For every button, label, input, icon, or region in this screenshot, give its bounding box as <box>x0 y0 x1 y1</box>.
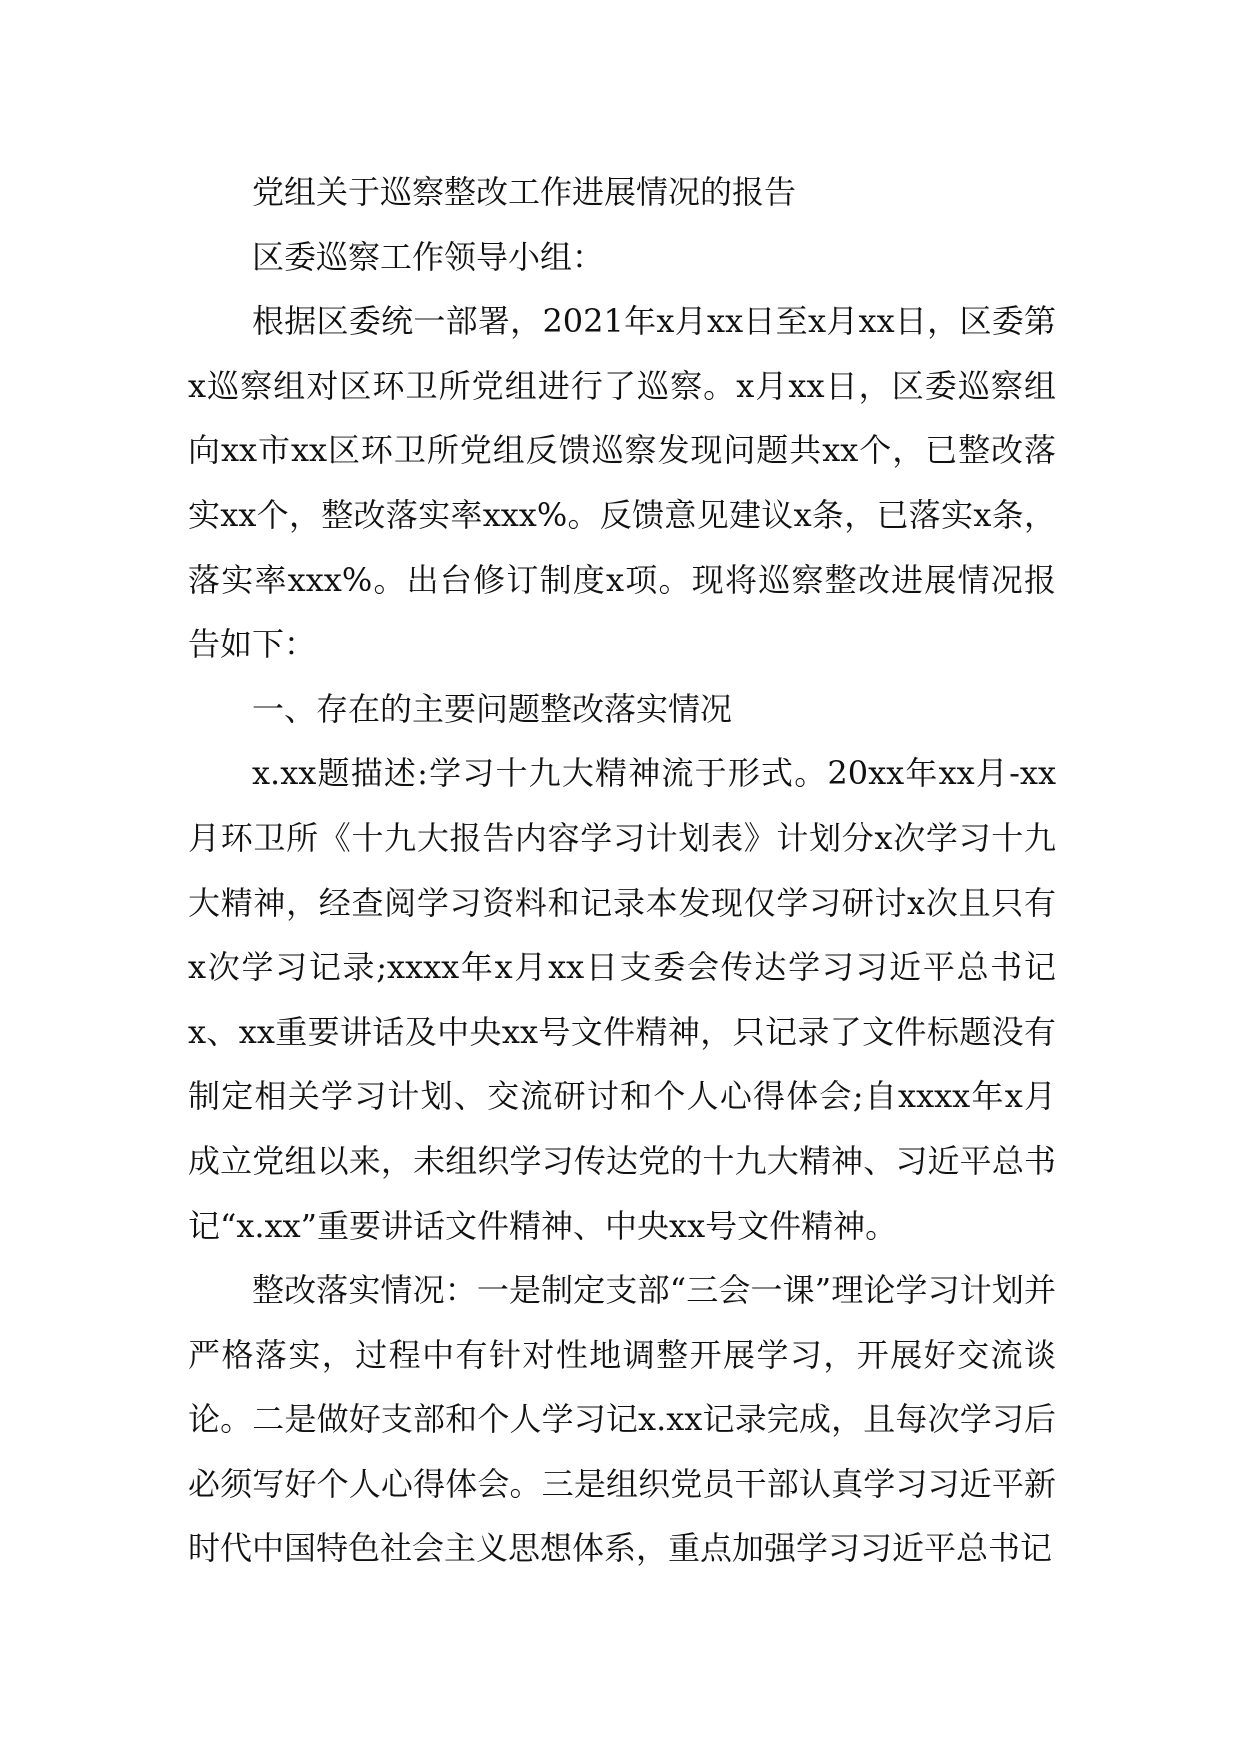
salutation: 区委巡察工作领导小组： <box>252 237 605 276</box>
paragraph-rectification: 整改落实情况：一是制定支部“三会一课”理论学习计划并严格落实，过程中有针对性地调整开展学习，开展好交流谈论。二是做好支部和个人学习记x.xx记录完成，且每次学习后必须写好个人心得体会。三是组织党员干部认真学习习近平新时代中国特色社会主义思想体系，重点加强学习习近平总书记 <box>188 1271 1056 1568</box>
document-title: 党组关于巡察整改工作进展情况的报告 <box>252 173 797 211</box>
paragraph-problem: x.xx题描述:学习十九大精神流于形式。20xx年xx月-xx月环卫所《十九大报告内容学习计划表》计划分x次学习十九大精神，经查阅学习资料和记录本发现仅学习研讨x次且只有x次学习记录;xxxx年x月xx日支委会传达学习习近平总书记x、xx重要讲话及中央xx号文件精神，只记录了文件标题没有制定相关学习计划、交流研讨和个人心得体会;自xxxx年x月成立党组以来，未组织学习传达党的十九大精神、习近平总书记“x.xx”重要讲话文件精神、中央xx号文件精神。 <box>188 754 1056 1245</box>
document-page <box>188 160 1056 1581</box>
paragraph-intro: 根据区委统一部署，2021年x月xx日至x月xx日，区委第x巡察组对区环卫所党组进行了巡察。x月xx日，区委巡察组向xx市xx区环卫所党组反馈巡察发现问题共xx个，已整改落实xx个，整改落实率xxx%。反馈意见建议x条，已落实x条，落实率xxx%。出台修订制度x项。现将巡察整改进展情况报告如下： <box>188 302 1056 664</box>
section-heading: 一、存在的主要问题整改落实情况 <box>252 689 733 728</box>
